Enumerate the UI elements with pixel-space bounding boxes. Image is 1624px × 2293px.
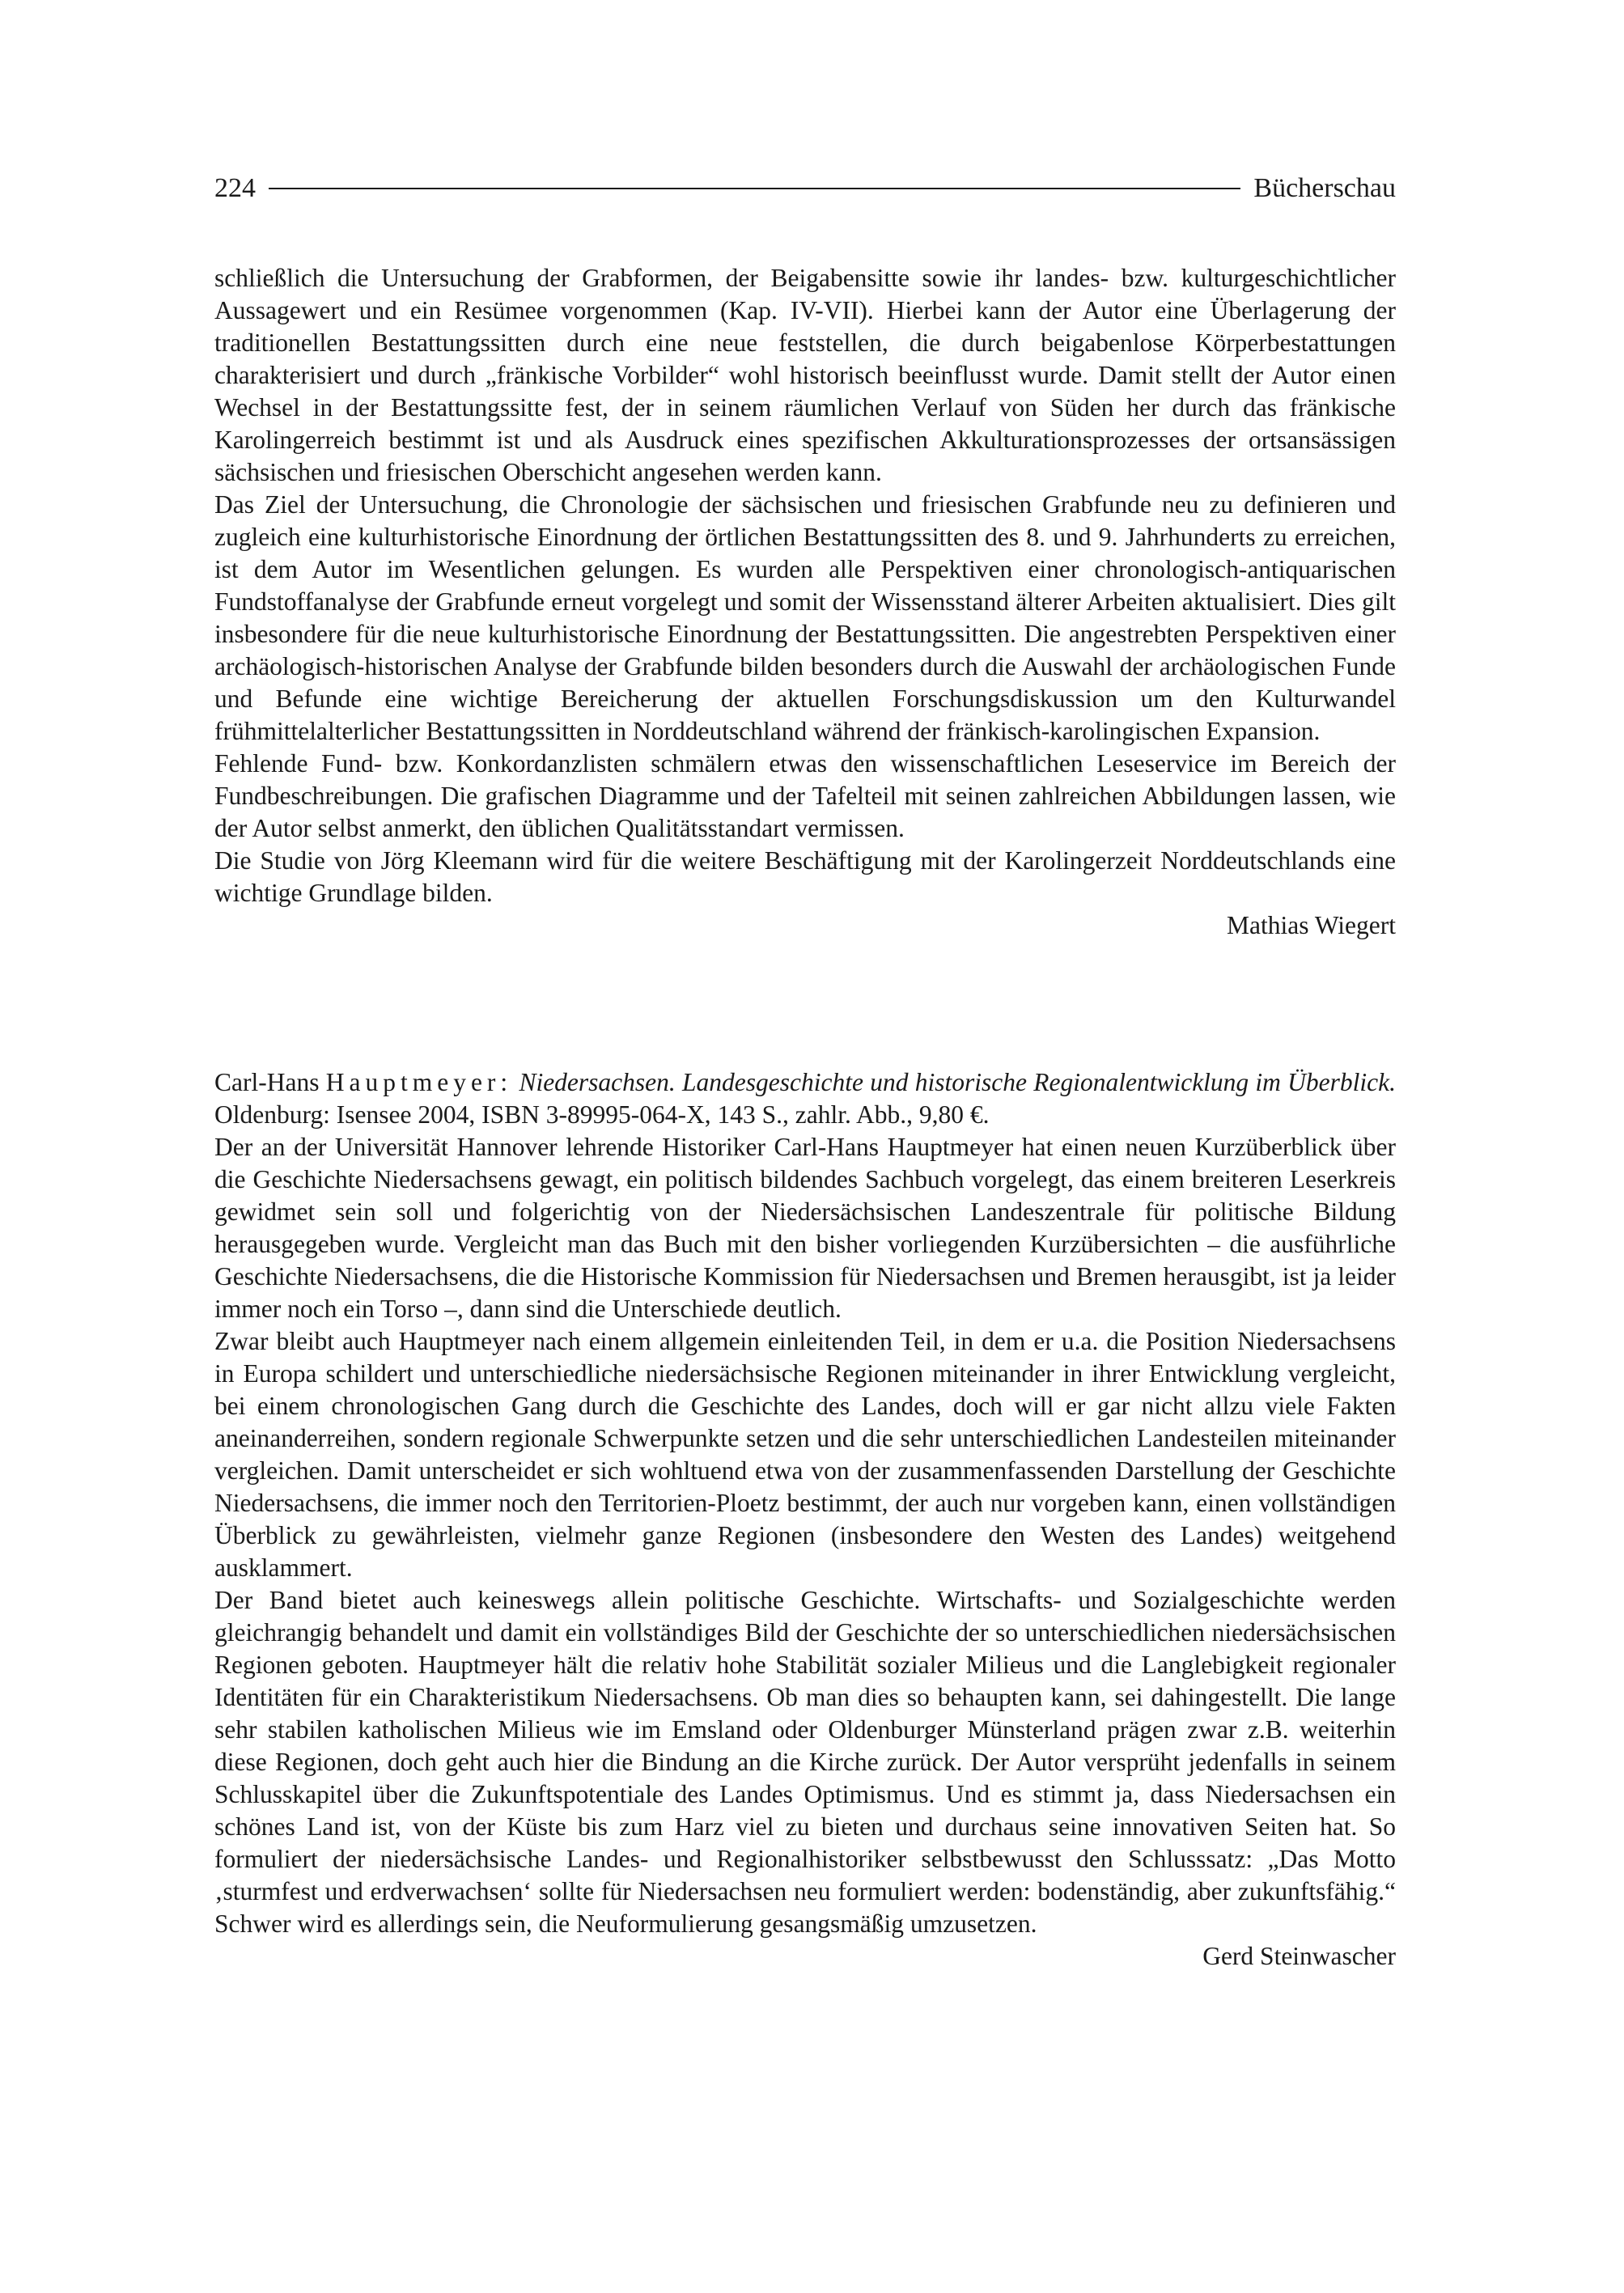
running-header — [214, 168, 1396, 209]
review2-paragraph: Zwar bleibt auch Hauptmeyer nach einem allgemein einleitenden Teil, in dem er u.a. die Position Niedersachsens in Europa schildert und unterschiedliche niedersächsische Regionen miteinander in ihrer Entwicklung vergleicht, bei einem chronologischen Gang durch die Geschichte des Landes, doch will er gar nicht allzu viele Fakten aneinanderreihen, sondern regionale Schwerpunkte setzen und die sehr unterschiedlichen Landesteilen miteinander vergleichen. Damit unterscheidet er sich wohltuend etwa von der zusammenfassenden Darstellung der Geschichte Niedersachsens, die immer noch den Territorien-Ploetz bestimmt, der auch nur vorgeben kann, einen vollständigen Überblick zu gewährleisten, vielmehr ganze Regionen (insbesondere den Westen des Landes) weitgehend ausklammert. — [214, 1327, 1396, 1582]
section-title: Bücherschau — [1253, 173, 1396, 203]
citation-title: Niedersachsen. Landesgeschichte und historische Regionalentwicklung im Überblick. — [519, 1068, 1397, 1096]
page — [214, 0, 1396, 2293]
review1-paragraph: Fehlende Fund- bzw. Konkordanzlisten schmälern etwas den wissenschaftlichen Leseservice im Bereich der Fundbeschreibungen. Die grafischen Diagramme und der Tafelteil mit seinen zahlreichen Abbildungen lassen, wie der Autor selbst anmerkt, den üblichen Qualitätsstandart vermissen. — [214, 749, 1396, 842]
review-hauptmeyer — [214, 1066, 1396, 1973]
review2-paragraph: Der Band bietet auch keineswegs allein politische Geschichte. Wirtschafts- und Sozialgeschichte werden gleichrangig behandelt und damit ein vollständiges Bild der Geschichte der so unterschiedlichen niedersächsischen Regionen geboten. Hauptmeyer hält die relativ hohe Stabilität sozialer Milieus und die Langlebigkeit regionaler Identitäten für ein Charakteristikum Niedersachsens. Ob man dies so behaupten kann, sei dahingestellt. Die lange sehr stabilen katholischen Milieus wie im Emsland oder Oldenburger Münsterland prägen zwar z.B. weiterhin diese Regionen, doch geht auch hier die Bindung an die Kirche zurück. Der Autor versprüht jedenfalls in seinem Schlusskapitel über die Zukunftspotentiale des Landes Optimismus. Und es stimmt ja, dass Niedersachsen ein schönes Land ist, von der Küste bis zum Harz viel zu bieten und durchaus seine innovativen Seiten hat. So formuliert der niedersächsische Landes- und Regionalhistoriker selbstbewusst den Schlusssatz: „Das Motto ‚sturmfest und erdverwachsen‘ sollte für Niedersachsen neu formuliert werden: bodenständig, aber zukunftsfähig.“ Schwer wird es allerdings sein, die Neuformulierung gesangsmäßig umzusetzen. — [214, 1586, 1396, 1938]
page-number: 224 — [214, 173, 256, 203]
review1-signature: Mathias Wiegert — [1227, 911, 1396, 939]
book-citation — [214, 1066, 1396, 1131]
review2-paragraph: Der an der Universität Hannover lehrende Historiker Carl-Hans Hauptmeyer hat einen neuen Kurzüberblick über die Geschichte Niedersachsens gewagt, ein politisch bildendes Sachbuch vorgelegt, das einem breiteren Leserkreis gewidmet sein soll und folgerichtig von der Niedersächsischen Landeszentrale für politische Bildung herausgegeben wurde. Vergleicht man das Buch mit den bisher vorliegenden Kurzübersichten – die ausführliche Geschichte Niedersachsens, die die Historische Kommission für Niedersachsen und Bremen herausgibt, ist ja leider immer noch ein Torso –, dann sind die Unterschiede deutlich. — [214, 1133, 1396, 1323]
header-rule — [269, 188, 1240, 189]
review1-paragraph: Die Studie von Jörg Kleemann wird für die weitere Beschäftigung mit der Karolingerzeit Norddeutschlands eine wichtige Grundlage bilden. — [214, 846, 1396, 907]
citation-author-last: Hauptmeyer: — [325, 1068, 513, 1096]
citation-author-first: Carl-Hans — [214, 1068, 320, 1096]
citation-publication: Oldenburg: Isensee 2004, ISBN 3-89995-064-X, 143 S., zahlr. Abb., 9,80 €. — [214, 1100, 990, 1129]
review2-signature: Gerd Steinwascher — [1202, 1942, 1396, 1970]
review1-paragraph: schließlich die Untersuchung der Grabformen, der Beigabensitte sowie ihr landes- bzw. kulturgeschichtlicher Aussagewert und ein Resümee vorgenommen (Kap. IV-VII). Hierbei kann der Autor eine Überlagerung der traditionellen Bestattungssitten durch eine neue feststellen, die durch beigabenlose Körperbestattungen charakterisiert und durch „fränkische Vorbilder“ wohl historisch beeinflusst wurde. Damit stellt der Autor einen Wechsel in der Bestattungssitte fest, der in seinem räumlichen Verlauf von Süden her durch das fränkische Karolingerreich bestimmt ist und als Ausdruck eines spezifischen Akkulturationsprozesses der ortsansässigen sächsischen und friesischen Oberschicht angesehen werden kann. — [214, 264, 1396, 486]
review-kleemann — [214, 262, 1396, 942]
review1-paragraph: Das Ziel der Untersuchung, die Chronologie der sächsischen und friesischen Grabfunde neu zu definieren und zugleich eine kulturhistorische Einordnung der örtlichen Bestattungssitten des 8. und 9. Jahrhunderts zu erreichen, ist dem Autor im Wesentlichen gelungen. Es wurden alle Perspektiven einer chronologisch-antiquarischen Fundstoffanalyse der Grabfunde erneut vorgelegt und somit der Wissensstand älterer Arbeiten aktualisiert. Dies gilt insbesondere für die neue kulturhistorische Einordnung der Bestattungssitten. Die angestrebten Perspektiven einer archäologisch-historischen Analyse der Grabfunde bilden besonders durch die Auswahl der archäologischen Funde und Befunde eine wichtige Bereicherung der aktuellen Forschungsdiskussion um den Kulturwandel frühmittelalterlicher Bestattungssitten in Norddeutschland während der fränkisch-karolingischen Expansion. — [214, 490, 1396, 745]
